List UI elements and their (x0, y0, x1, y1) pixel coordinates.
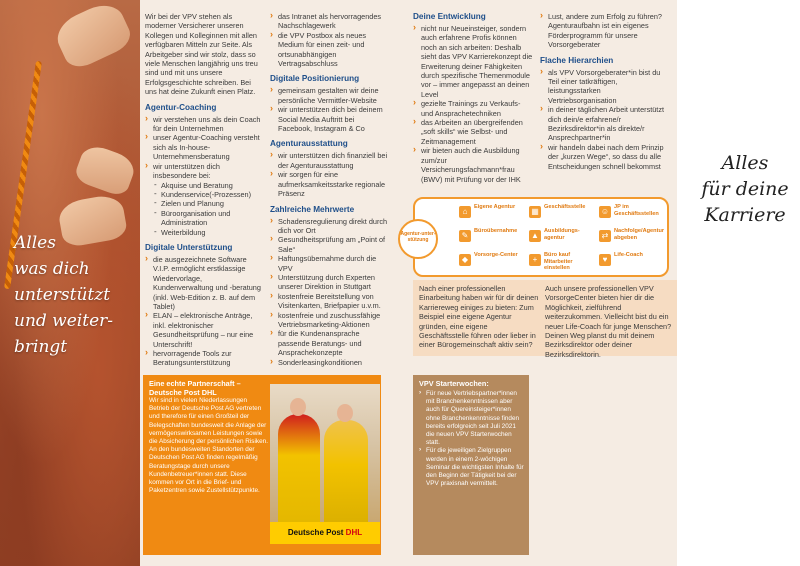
info-right-text: Auch unsere professionellen VPV VorsorgeCenter bieten hier dir die Möglichkeit, zielführend weiterzukommen. Vielleicht bist du ein neuer Life-Coach für junge Menschen? Deinen Weg planst du mit deinem Bezirksdirektor oder deiner Bezirksdirektorin. (545, 284, 672, 359)
list-item: › hervorragende Tools zur Beratungsunterstützung (145, 349, 263, 368)
list-item: › das Intranet als hervorragendes Nachschlagewerk (270, 12, 390, 31)
list-item: › ELAN – elektronische Anträge, inkl. elektronischer Gesundheitsprüfung – nur eine Unterschrift! (145, 311, 263, 349)
career-info-box (413, 280, 677, 359)
cover-title (690, 150, 800, 228)
sub-list-item: - Zielen und Planung (145, 199, 263, 208)
climbing-photo (0, 0, 140, 566)
career-paths-diagram (413, 197, 669, 277)
flache-hierarchien-heading: Flache Hierarchien (540, 55, 614, 65)
diagram-cell-label: Eigene Agentur (474, 204, 516, 210)
cover-title-line: Karriere (704, 204, 786, 226)
column-4 (540, 12, 668, 171)
agentur-unterstuetzung-badge: Agentur-unter-stützung (398, 219, 438, 259)
sub-list-item: - Büroorganisation und Administration (145, 209, 263, 228)
info-left-text: Nach einer professionellen Einarbeitung haben wir für dir deinen Karriereweg einiges zu bieten: Zum Beispiel eine eigene Agentur gründen, eine eigene Geschäftsstelle führen oder lieber in einer Bürogemeinschaft aktiv sein? (419, 284, 539, 350)
sub-list-item: - Akquise und Beratung (145, 181, 263, 190)
list-item: › gemeinsam gestalten wir deine persönliche Vermittler-Website (270, 86, 390, 105)
list-item: › wir sorgen für eine aufmerksamkeitsstarke regionale Präsenz (270, 170, 390, 198)
diagram-cell-label: Geschäftsstelle (544, 204, 586, 210)
handover-icon: ✎ (459, 230, 471, 242)
graduation-icon: ▲ (529, 230, 541, 242)
diagram-cell-label: Life-Coach (614, 252, 643, 258)
list-item: › für die Kundenansprache passende Beratungs- und Ansprachekonzepte (270, 329, 390, 357)
center-icon: ◆ (459, 254, 471, 266)
list-item: › nicht nur Neueinsteiger, sondern auch erfahrene Profis können noch an sich arbeiten: Deshalb sieht das VPV Karrierekonzept die Erweiterung deiner Fähigkeiten durch spezifische Themenmodule vor – immer angepasst an deinen Level (413, 24, 533, 99)
intro-text: Wir bei der VPV stehen als moderner Versicherer unseren Kollegen und Kolleginnen mit allen verfügbaren Mitteln zur Seite. Als Arbeitgeber sind wir stolz, dass so viele Menschen langjährig uns treu sind und mit uns unsere Erfolgsgeschichte schreiben. Bei uns hat deine Zukunft einen Platz. (145, 12, 258, 97)
hire-icon: + (529, 254, 541, 266)
coach-icon: ♥ (599, 254, 611, 266)
employee-figure (324, 420, 368, 532)
hand-middle-image (73, 142, 138, 198)
diagram-cell (597, 225, 665, 248)
cover-panel (677, 0, 800, 566)
list-item: › Lust, andere zum Erfolg zu führen? Agenturaufbahn ist ein eigenes Förderprogramm für unsere Vorsorgeberater (540, 12, 668, 50)
diagram-cell (597, 201, 659, 224)
diagram-cell (457, 249, 519, 272)
list-item: › die ausgezeichnete Software V.I.P. ermöglicht erstklassige Wiedervorlage, Kundenverwaltung und -beratung (inkl. Web-Edition z. B. auf dem Tablet) (145, 255, 263, 311)
diagram-cell-label: Ausbildungs-agentur (544, 228, 580, 241)
list-item: › unser Agentur-Coaching versteht sich als In-house-Unternehmensberatung (145, 133, 263, 161)
list-item: › Haftungsübernahme durch die VPV (270, 254, 390, 273)
diagram-cell (527, 249, 589, 272)
dhl-logo-text: Deutsche Post (287, 528, 346, 537)
diagram-cell (457, 225, 519, 248)
list-item: › wir bieten auch die Ausbildung zum/zur Versicherungsfachmann*frau (BWV) mit Prüfung vor der IHK (413, 146, 533, 184)
diagram-cell-label: JP im Geschäftsstellen (614, 204, 659, 217)
mehrwerte-heading: Zahlreiche Mehrwerte (270, 204, 355, 214)
diagram-cell-label: Nachfolge/Agentur abgeben (614, 228, 665, 241)
column-1 (145, 12, 263, 368)
column-3 (413, 12, 533, 184)
claim-line: was dich (14, 259, 90, 279)
list-item: › Unterstützung durch Experten unserer Direktion in Stuttgart (270, 273, 390, 292)
list-item: › wir unterstützen dich finanziell bei der Agenturausstattung (270, 151, 390, 170)
vpv-heading: VPV Starterwochen: (419, 379, 489, 388)
employee-face (337, 404, 353, 422)
list-item: › kostenfreie und zuschussfähige Vertriebsmarketing-Aktionen (270, 311, 390, 330)
claim-line: bringt (14, 337, 68, 357)
diagram-cell (597, 249, 659, 272)
list-item: › Für die jeweiligen Zielgruppen werden in einem 2-wöchigen Seminar die wichtigsten Inhalte für den Beginn der Tätigkeit bei der VPV praxisnah vermittelt. (419, 447, 525, 488)
team-icon: ☺ (600, 207, 610, 216)
dhl-text: Wir sind in vielen Niederlassungen Betrieb der Deutsche Post AG vertreten und therefore für einen Großteil der Belegschaften bundesweit die Anlage der vermögenswirksamen Leistungen sowie die Absicherung der persönlichen Risiken. An den bundesweiten Standorten der Deutschen Post AG finden regelmäßig Beratungstage durch unsere Kundenbetreuer*innen statt. Diese kommen vor Ort in die Brief- und Paketzentren sowie Zustellstützpunkte. (149, 397, 269, 495)
dhl-employees-photo (270, 384, 380, 532)
dhl-logo-mark: DHL (345, 528, 363, 537)
list-item: › wir unterstützen dich bei deinem Social Media Auftritt bei Facebook, Instagram & Co (270, 105, 390, 133)
cover-title-line: Alles (721, 152, 769, 174)
sub-list-item: - Weiterbildung (145, 228, 263, 237)
digitale-positionierung-heading: Digitale Positionierung (270, 74, 360, 84)
photo-claim (14, 230, 134, 360)
list-item: › Gesundheitsprüfung am „Point of Sale“ (270, 235, 390, 254)
list-item: › Sonderleasingkonditionen (270, 358, 390, 367)
agency-icon: ⌂ (459, 206, 471, 218)
hand-top-image (51, 0, 136, 72)
list-item: › kostenfreie Bereitstellung von Visitenkarten, Briefpapier u.v.m. (270, 292, 390, 311)
list-item: › wir verstehen uns als dein Coach für dein Unternehmen (145, 115, 263, 134)
diagram-cell (527, 225, 589, 248)
agentur-coaching-heading: Agentur-Coaching (145, 102, 217, 112)
claim-line: und weiter- (14, 311, 113, 331)
diagram-cell-label: Vorsorge-Center (474, 252, 518, 258)
handshake-icon: ⇄ (599, 230, 611, 242)
employee-figure (278, 414, 320, 532)
employee-face (290, 398, 306, 416)
diagram-cell-label: Büroübernahme (474, 228, 518, 234)
diagram-cell (457, 201, 519, 224)
claim-line: unterstützt (14, 285, 111, 305)
diagram-cell-label: Büro kauf Mitarbeiter einstellen (544, 252, 573, 272)
deutsche-post-dhl-logo (270, 522, 380, 544)
list-item: › die VPV Postbox als neues Medium für einen zeit- und ortsunabhängigen Vertragsabschluss (270, 31, 390, 69)
cover-title-line: für deine (701, 178, 789, 200)
digitale-unterstuetzung-heading: Digitale Unterstützung (145, 242, 233, 252)
agenturausstattung-heading: Agenturausstattung (270, 139, 348, 149)
column-2 (270, 12, 390, 367)
list-item: › als VPV Vorsorgeberater*in bist du Teil einer tatkräftigen, leistungsstarken Vertriebsorganisation (540, 68, 668, 106)
entwicklung-heading: Deine Entwicklung (413, 12, 486, 21)
list-item: › in deiner täglichen Arbeit unterstützt dich dein/e erfahrene/r Bezirksdirektor*in als direkte/r Ansprechpartner*in (540, 105, 668, 143)
vpv-starterwochen-box (413, 375, 529, 555)
diagram-cell (527, 201, 589, 224)
claim-line: Alles (14, 233, 56, 253)
list-item: › wir unterstützen dich insbesondere bei: (145, 162, 263, 181)
list-item: › gezielte Trainings zu Verkaufs- und Ansprachetechniken (413, 99, 533, 118)
list-item: › wir handeln dabei nach dem Prinzip der „kurzen Wege“, so dass du alle Entscheidungen schnell bekommst (540, 143, 668, 171)
sub-list-item: - Kundenservice(-Prozessen) (145, 190, 263, 199)
list-item: › das Arbeiten an übergreifenden „soft skills“ wie Selbst- und Zeitmanagement (413, 118, 533, 146)
list-item: › Für neue Vertriebspartner*innen mit Branchenkenntnissen aber auch für Quereinsteiger*innen ohne Branchenkenntnisse finden bereits erfolgreich seit Juli 2021 die neuen VPV Starterwochen statt. (419, 390, 525, 447)
office-icon: ▦ (529, 206, 541, 218)
list-item: › Schadensregulierung direkt durch dich vor Ort (270, 217, 390, 236)
dhl-heading: Eine echte Partnerschaft – Deutsche Post DHL (149, 379, 241, 397)
